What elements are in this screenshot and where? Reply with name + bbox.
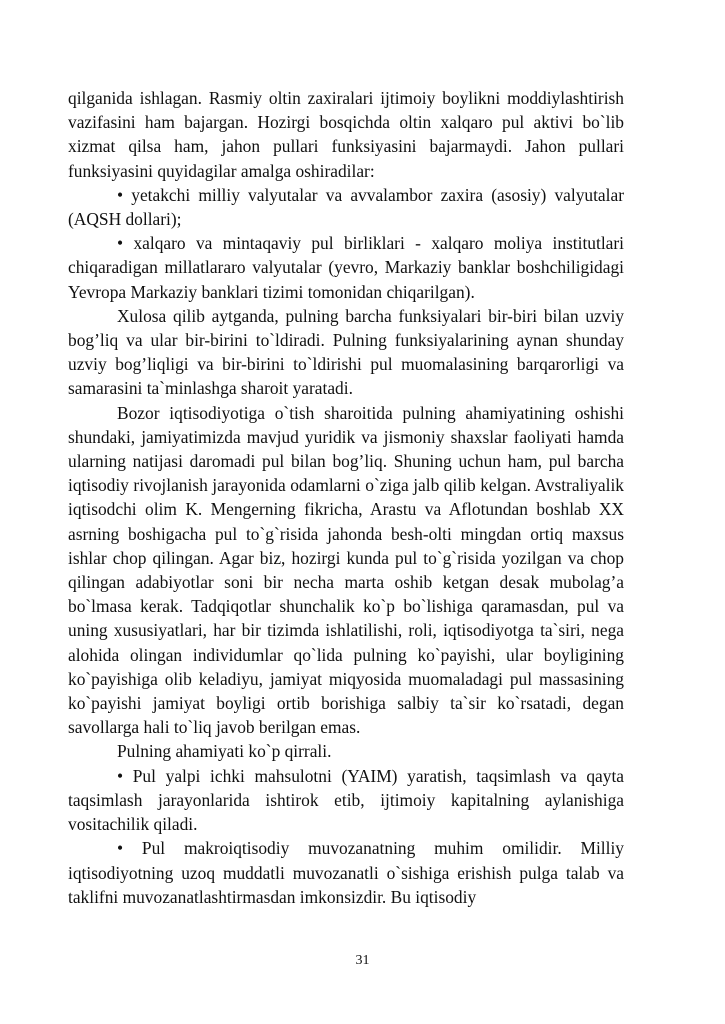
bullet-leading-currencies: • yetakchi milliy valyutalar va avvalambor zaxira (asosiy) valyutalar (AQSH dollari);: [68, 184, 624, 230]
paragraph-importance-heading: Pulning ahamiyati ko`p qirrali.: [117, 741, 332, 762]
page-number: 31: [355, 953, 370, 968]
bullet-gdp: • Pul yalpi ichki mahsulotni (YAIM) yaratish, taqsimlash va qayta taqsimlash jarayonlarida ishtirok etib, ijtimoiy kapitalning aylanishiga vositachilik qiladi.: [68, 765, 624, 835]
bullet-macro-balance: • Pul makroiqtisodiy muvozanatning muhim omilidir. Milliy iqtisodiyotning uzoq muddatli muvozanatli o`sishiga erishish pulga talab va taklifni muvozanatlashtirmasdan imkonsizdir. Bu iqtisodiy: [68, 838, 624, 907]
paragraph-conclusion: Xulosa qilib aytganda, pulning barcha funksiyalari bir-biri bilan uzviy bog’liq va ular bir-birini to`ldiradi. Pulning funksiyalarining aynan shunday uzviy bog’liqligi va bir-birini to`ldirishi pul muomalasining barqarorligi va samarasini ta`minlashga sharoit yaratadi.: [68, 305, 624, 399]
bullet-international-units: • xalqaro va mintaqaviy pul birliklari - xalqaro moliya institutlari chiqaradigan millatlararo valyutalar (yevro, Markaziy banklar boshchiligidagi Yevropa Markaziy banklari tizimi tomonidan chiqarilgan).: [68, 233, 624, 302]
page-body: [68, 86, 624, 909]
paragraph-gold-reserves: qilganida ishlagan. Rasmiy oltin zaxiralari ijtimoiy boylikni moddiylashtirish vazifasini ham bajargan. Hozirgi bosqichda oltin xalqaro pul aktivi bo`lib xizmat qilsa ham, jahon pullari funksiyasini bajarmaydi. Jahon pullari funksiyasini quyidagilar amalga oshiradilar:: [68, 88, 624, 181]
paragraph-market-economy: Bozor iqtisodiyotiga o`tish sharoitida pulning ahamiyatining oshishi shundaki, jamiyatimizda mavjud yuridik va jismoniy shaxslar faoliyati hamda ularning natijasi daromadi pul bilan bog’liq. Shuning uchun ham, pul barcha iqtisodiy rivojlanish jarayonida odamlarni o`ziga jalb qilib kelgan. Avstraliyalik iqtisodchi olim K. Mengerning fikricha, Arastu va Aflotundan boshlab XX asrning boshigacha pul to`g`risida jahonda besh-olti mingdan ortiq maxsus ishlar chop qilingan. Agar biz, hozirgi kunda pul to`g`risida yozilgan va chop qilingan adabiyotlar soni bir necha marta oshib ketgan desak mubolag’a bo`lmasa kerak. Tadqiqotlar shunchalik ko`p bo`lishiga qaramasdan, pul va uning xususiyatlari, har bir tizimda ishlatilishi, roli, iqtisodiyotga ta`siri, nega alohida olingan individumlar qo`lida pulning ko`payishi, ular boyligining ko`payishiga olib keladiyu, jamiyat miqyosida muomaladagi pul massasining ko`payishi jamiyat boyligi ortib borishiga salbiy ta`sir ko`rsatadi, degan savollarga hali to`liq javob berilgan emas.: [68, 402, 624, 738]
